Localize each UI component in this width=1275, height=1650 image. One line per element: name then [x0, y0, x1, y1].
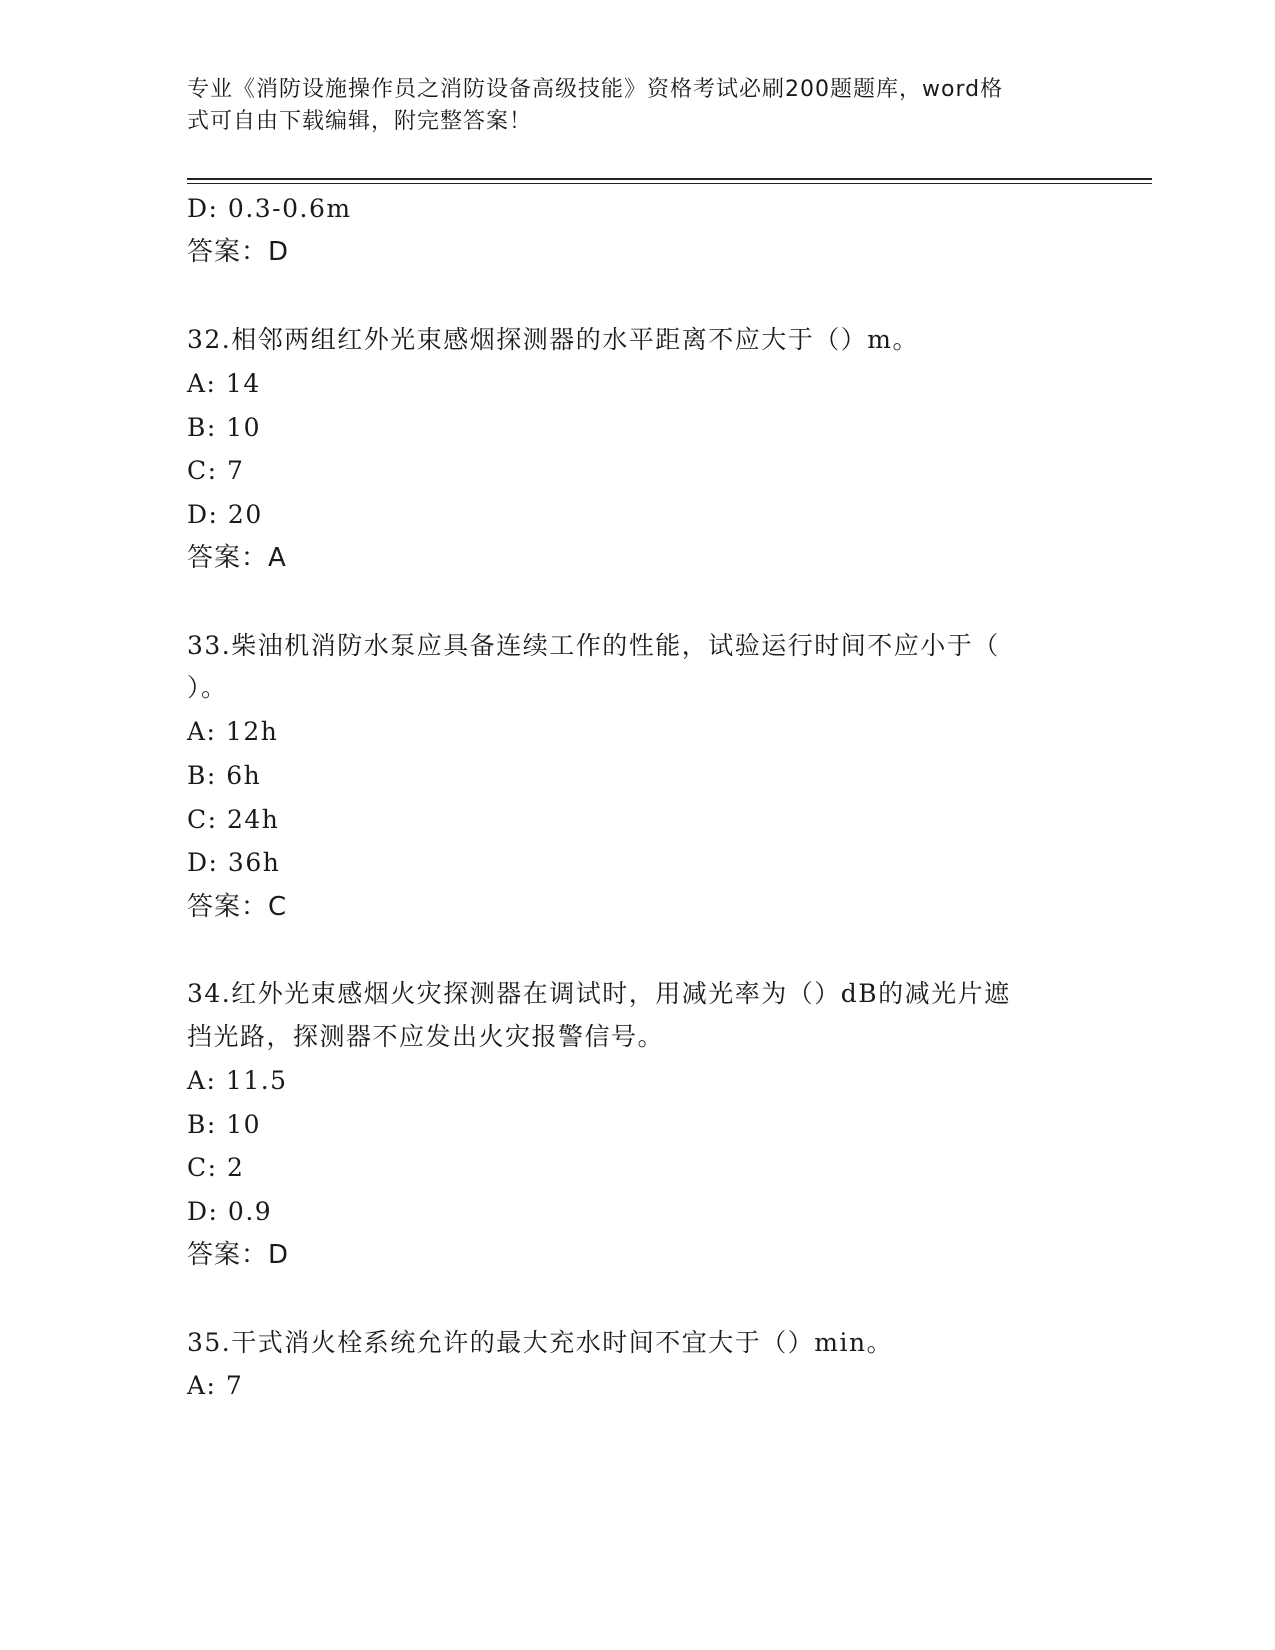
- document-header: [187, 74, 1067, 138]
- q31-option-d: D: 0.3-0.6m: [187, 194, 352, 223]
- header-divider-thin: [187, 183, 1152, 184]
- header-line-1: 专业《消防设施操作员之消防设备高级技能》资格考试必刷200题题库，word格: [187, 77, 1004, 102]
- q32-option-b: B: 10: [187, 413, 262, 442]
- header-divider-thick: [187, 178, 1152, 180]
- q31-answer: 答案：D: [187, 237, 290, 267]
- q34-answer: 答案：D: [187, 1240, 290, 1270]
- q33-answer: 答案：C: [187, 892, 288, 922]
- q34-option-c: C: 2: [187, 1153, 245, 1182]
- q33-option-d: D: 36h: [187, 848, 281, 877]
- header-line-2: 式可自由下载编辑，附完整答案！: [187, 109, 533, 134]
- q35-option-a: A: 7: [187, 1371, 244, 1400]
- q32-option-d: D: 20: [187, 500, 263, 529]
- q33-option-b: B: 6h: [187, 761, 262, 790]
- q34-option-d: D: 0.9: [187, 1197, 273, 1226]
- q35-question: 35.干式消火栓系统允许的最大充水时间不宜大于（）min。: [187, 1328, 894, 1357]
- q33-option-a: A: 12h: [187, 717, 279, 746]
- q33-option-c: C: 24h: [187, 805, 280, 834]
- q32-question: 32.相邻两组红外光束感烟探测器的水平距离不应大于（）m。: [187, 325, 919, 354]
- q34-option-b: B: 10: [187, 1110, 262, 1139]
- q34-option-a: A: 11.5: [187, 1066, 288, 1095]
- q34-question-line-2: 挡光路，探测器不应发出火灾报警信号。: [187, 1022, 665, 1051]
- q32-answer: 答案：A: [187, 543, 287, 573]
- q32-option-c: C: 7: [187, 456, 245, 485]
- q33-question-line-2: ）。: [187, 673, 228, 702]
- q33-question-line-1: 33.柴油机消防水泵应具备连续工作的性能，试验运行时间不应小于（: [187, 631, 1000, 660]
- q32-option-a: A: 14: [187, 369, 261, 398]
- q34-question-line-1: 34.红外光束感烟火灾探测器在调试时，用减光率为（）dB的减光片遮: [187, 979, 1011, 1008]
